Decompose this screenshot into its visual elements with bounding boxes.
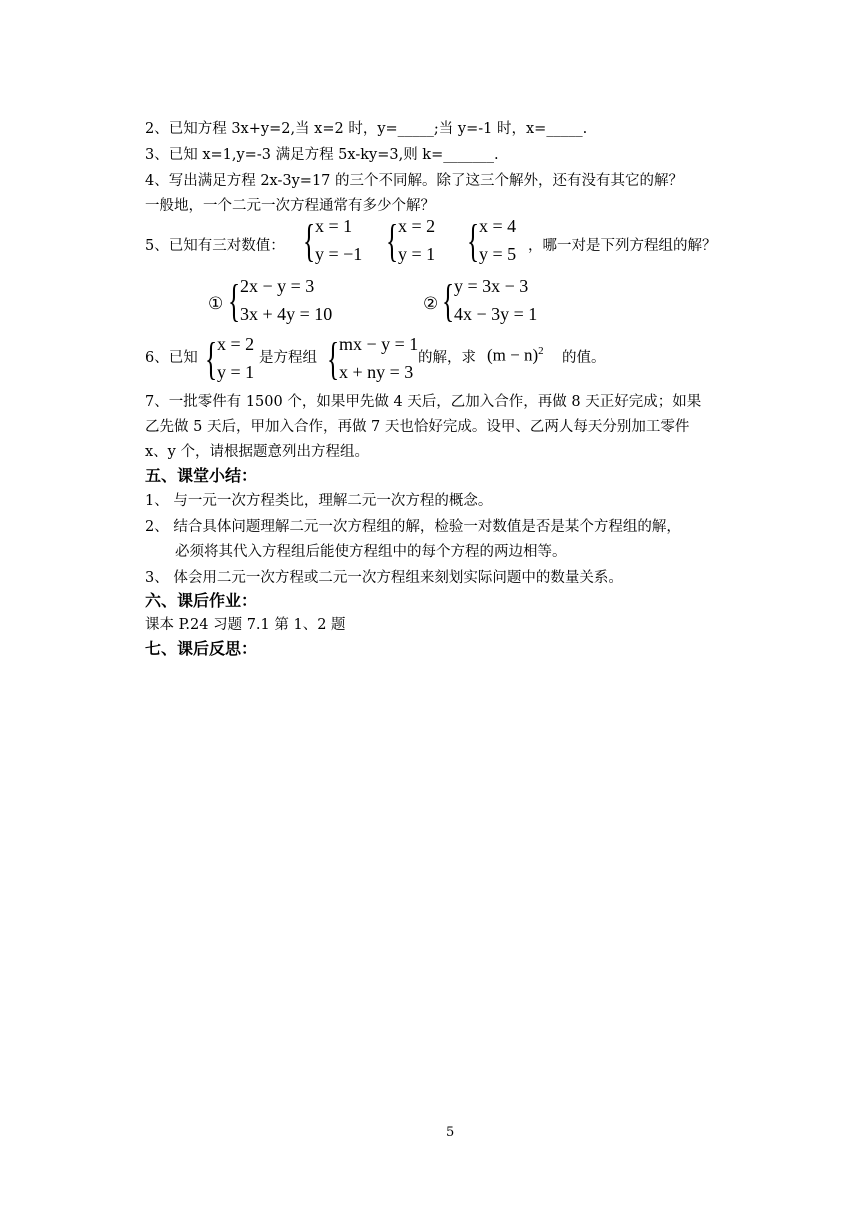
summary-item-continuation: 必须将其代入方程组后能使方程组中的每个方程的两边相等。 [175, 544, 567, 560]
question-4-line-2: 一般地，一个二元一次方程通常有多少个解？ [145, 198, 435, 214]
expression-m-minus-n [487, 345, 544, 366]
brace-icon: { [205, 333, 218, 384]
summary-item: 2、 结合具体问题理解二元一次方程组的解，检验一对数值是否是某个方程组的解， [145, 519, 681, 535]
equation: y = 5 [479, 244, 517, 264]
brace-icon: { [467, 215, 480, 266]
summary-item: 3、 体会用二元一次方程或二元一次方程组来刻划实际问题中的数量关系。 [145, 570, 623, 586]
page-number: 5 [446, 1125, 455, 1140]
exponent: 2 [538, 345, 544, 357]
equation: y = −1 [315, 244, 363, 264]
equation: 3x + 4y = 10 [240, 304, 333, 324]
equation: y = 3x − 3 [454, 276, 529, 296]
question-6-suffix-a: 的解，求 [418, 350, 476, 366]
question-7-line-2: 乙先做 5 天后，甲加入合作，再做 7 天也恰好完成。设甲、乙两人每天分别加工零件 [145, 419, 690, 435]
question-6-prefix: 6、已知 [145, 350, 198, 366]
homework-heading: 六、课后作业： [145, 591, 258, 610]
expression-text: (m − n) [487, 345, 539, 365]
question-6-suffix-b: 的值。 [562, 350, 606, 366]
brace-icon: { [386, 215, 399, 266]
question-7-line-3: x、y 个，请根据题意列出方程组。 [145, 444, 369, 460]
question-6-mid: 是方程组 [259, 350, 317, 366]
question-4-line-1: 4、写出满足方程 2x-3y=17 的三个不同解。除了这三个解外，还有没有其它的解？ [145, 173, 684, 189]
system-2-label: ② [423, 294, 439, 313]
question-5-prefix: 5、已知有三对数值： [145, 238, 285, 254]
equation: x = 2 [398, 216, 436, 236]
system-1-label: ① [208, 294, 224, 313]
equation: x + ny = 3 [339, 362, 414, 382]
homework-text: 课本 P.24 习题 7.1 第 1、2 题 [145, 617, 346, 633]
question-2: 2、已知方程 3x+y=2,当 x=2 时，y=_____;当 y=-1 时，x=_____. [145, 121, 588, 137]
brace-icon: { [228, 275, 241, 326]
equation: mx − y = 1 [339, 334, 419, 354]
brace-icon: { [303, 215, 316, 266]
reflection-heading: 七、课后反思： [145, 639, 258, 658]
equation: 2x − y = 3 [240, 276, 315, 296]
summary-item: 1、 与一元一次方程类比，理解二元一次方程的概念。 [145, 493, 493, 509]
question-7-line-1: 7、一批零件有 1500 个，如果甲先做 4 天后，乙加入合作，再做 8 天正好完成；如果 [145, 394, 702, 410]
equation: y = 1 [217, 362, 255, 382]
equation: x = 4 [479, 216, 517, 236]
question-3: 3、已知 x=1,y=-3 满足方程 5x-ky=3,则 k=_______. [145, 147, 499, 163]
brace-icon: { [327, 333, 340, 384]
equation: y = 1 [398, 244, 436, 264]
equation: 4x − 3y = 1 [454, 304, 538, 324]
question-5-suffix: ，哪一对是下列方程组的解？ [528, 238, 717, 254]
brace-icon: { [442, 275, 455, 326]
summary-heading: 五、课堂小结： [145, 466, 258, 485]
equation: x = 2 [217, 334, 255, 354]
equation: x = 1 [315, 216, 353, 236]
